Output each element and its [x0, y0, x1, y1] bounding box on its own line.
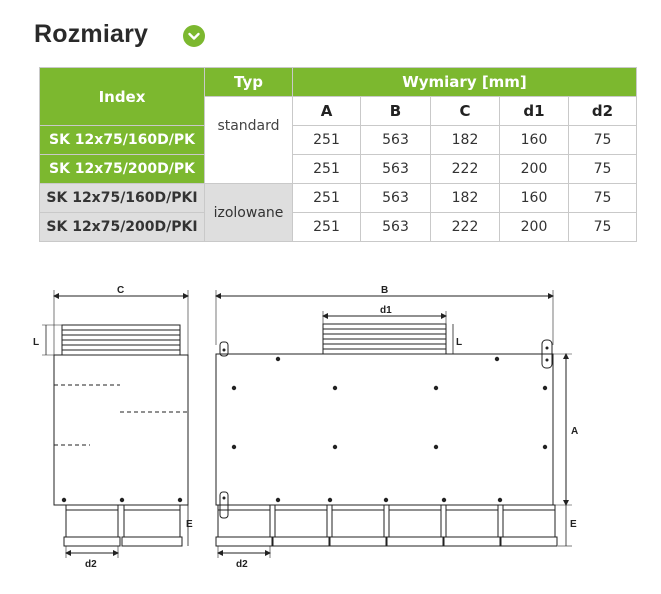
row-index: SK 12x75/160D/PKI — [40, 184, 205, 213]
row-index: SK 12x75/160D/PK — [40, 126, 205, 155]
cell-d2: 75 — [569, 155, 637, 184]
cell-b: 563 — [361, 155, 431, 184]
label-d2: d2 — [85, 559, 97, 570]
label-b: B — [381, 285, 389, 296]
row-index: SK 12x75/200D/PK — [40, 155, 205, 184]
label-d1: d1 — [380, 305, 392, 316]
cell-d1: 200 — [500, 155, 569, 184]
page-title: Rozmiary — [34, 20, 149, 48]
col-header-c: C — [431, 97, 500, 126]
cell-b: 563 — [361, 126, 431, 155]
cell-d1: 200 — [500, 213, 569, 242]
row-index: SK 12x75/200D/PKI — [40, 213, 205, 242]
label-d2-front: d2 — [236, 559, 248, 570]
cell-b: 563 — [361, 184, 431, 213]
type-izolowane: izolowane — [205, 184, 293, 242]
type-standard-label: standard — [217, 118, 280, 134]
col-header-a: A — [293, 97, 361, 126]
label-e-front: E — [570, 519, 577, 530]
index-header: Index — [40, 68, 205, 126]
cell-a: 251 — [293, 126, 361, 155]
label-e: E — [186, 519, 193, 530]
cell-d1: 160 — [500, 184, 569, 213]
label-c: C — [117, 285, 125, 296]
front-view — [216, 290, 572, 558]
cell-a: 251 — [293, 155, 361, 184]
cell-c: 182 — [431, 184, 500, 213]
side-view — [42, 290, 188, 558]
front-view-bolts — [223, 347, 549, 503]
cell-a: 251 — [293, 184, 361, 213]
cell-c: 222 — [431, 213, 500, 242]
cell-d1: 160 — [500, 126, 569, 155]
wymiary-header: Wymiary [mm] — [293, 68, 637, 97]
cell-d2: 75 — [569, 213, 637, 242]
cell-d2: 75 — [569, 126, 637, 155]
side-view-bolts — [62, 498, 182, 502]
cell-a: 251 — [293, 213, 361, 242]
label-l-front: L — [456, 337, 463, 348]
typ-header: Typ — [205, 68, 293, 97]
col-header-d2: d2 — [569, 97, 637, 126]
cell-d2: 75 — [569, 184, 637, 213]
cell-b: 563 — [361, 213, 431, 242]
col-header-b: B — [361, 97, 431, 126]
label-a: A — [571, 426, 579, 437]
label-l: L — [33, 337, 40, 348]
cell-c: 222 — [431, 155, 500, 184]
cell-c: 182 — [431, 126, 500, 155]
col-header-d1: d1 — [500, 97, 569, 126]
